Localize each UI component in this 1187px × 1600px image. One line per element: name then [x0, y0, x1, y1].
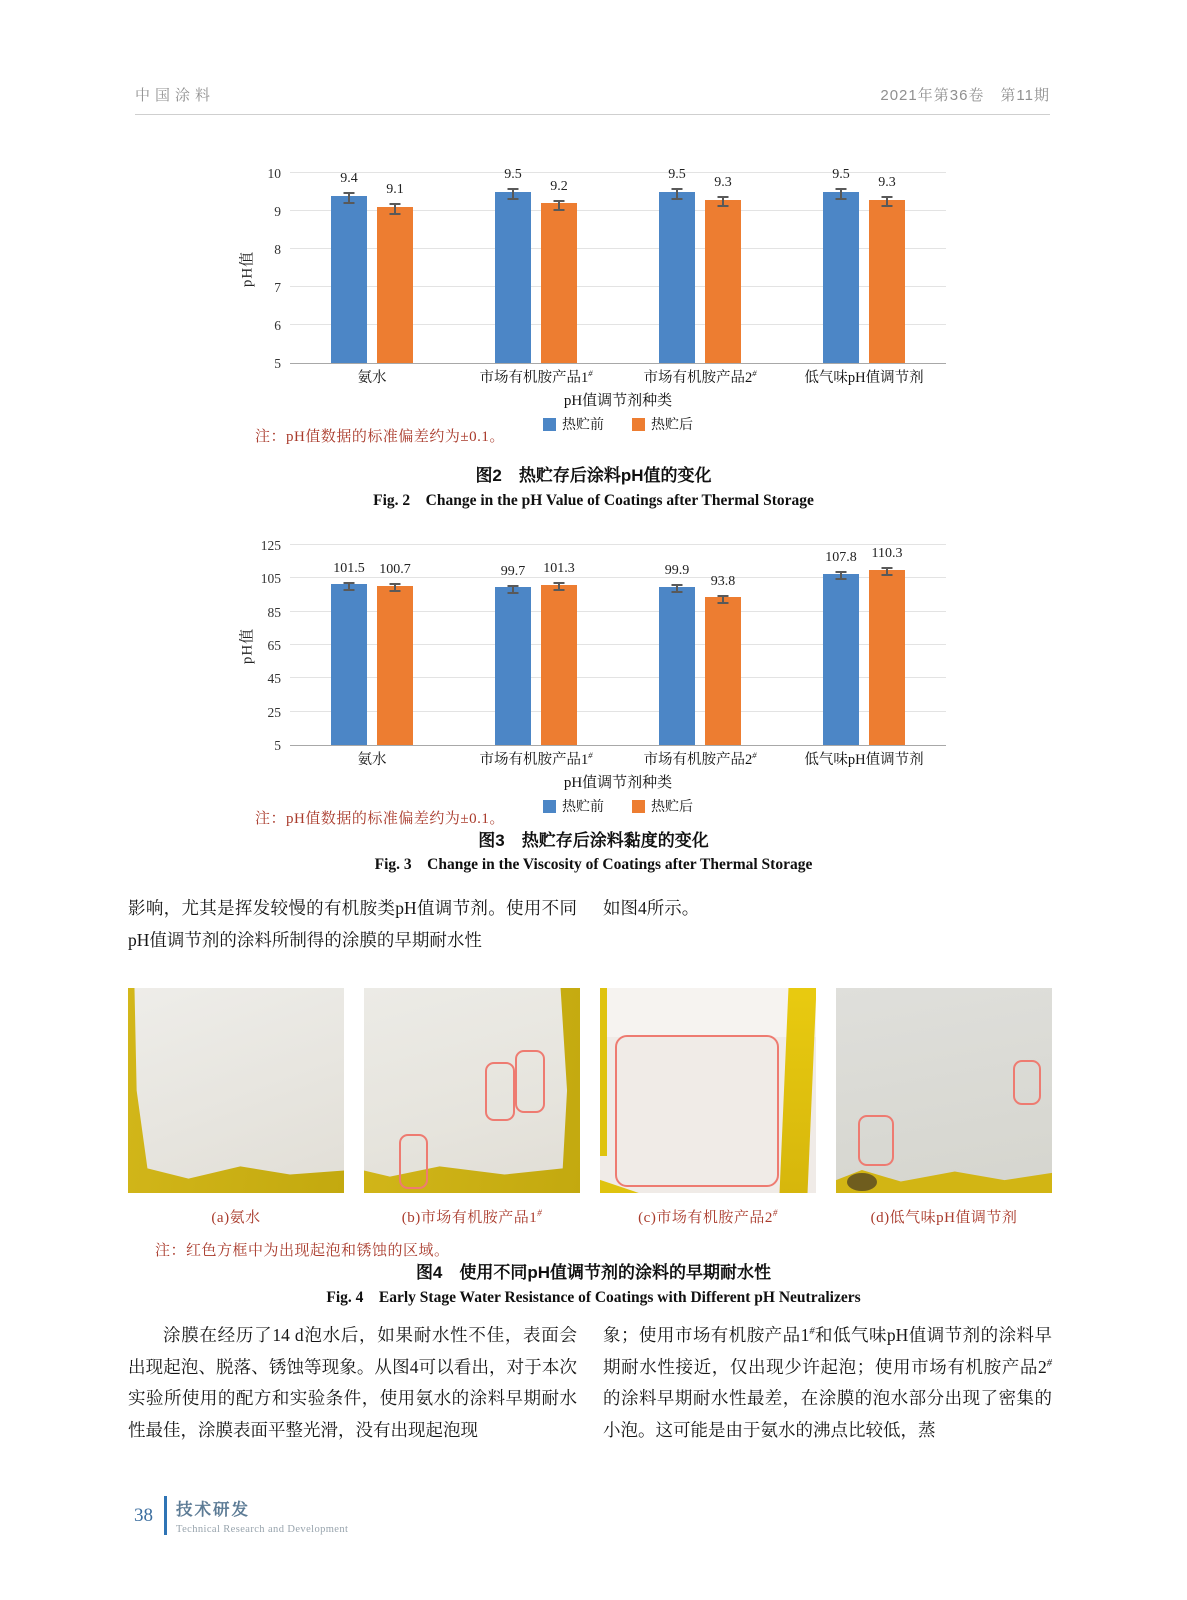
bar	[705, 573, 741, 745]
x-tick-label: 氨水	[357, 751, 387, 768]
photo-d-label: (d)低气味pH值调节剂	[870, 1210, 1018, 1226]
bar-value-label: 93.8	[710, 573, 736, 589]
panel-photo-amine1	[364, 988, 580, 1193]
bar-value-label: 9.5	[504, 167, 522, 183]
bar-group	[290, 171, 454, 363]
paragraph-right: 如图4所示。	[603, 898, 700, 918]
chart-axes-row	[239, 163, 946, 371]
x-tick-label: 低气味pH值调节剂	[804, 751, 924, 768]
legend-swatch	[543, 418, 556, 431]
bar-value-label: 100.7	[379, 562, 411, 577]
chart-axes-row	[239, 535, 946, 753]
y-tick-label: 85	[267, 604, 281, 620]
bar-value-label: 99.7	[500, 563, 526, 579]
bar-groups	[290, 545, 946, 745]
y-axis	[239, 166, 290, 371]
section-title-en: Technical Research and Development	[176, 1524, 349, 1535]
error-bar	[554, 582, 565, 591]
bar-group	[782, 167, 946, 363]
legend-label: 热贮前	[562, 800, 604, 815]
stain-blotch	[847, 1173, 877, 1191]
page-number: 38	[134, 1504, 153, 1526]
y-tick-label: 65	[267, 638, 281, 653]
bar-value-label: 9.1	[386, 182, 404, 198]
bar-value-label: 9.4	[340, 171, 358, 187]
figure4-photo-c-wrap	[600, 988, 816, 1227]
bar-group	[618, 563, 782, 745]
defect-box	[515, 1050, 545, 1113]
bar	[541, 178, 577, 363]
figure3-caption-en: Fig. 3 Change in the Viscosity of Coatings after Thermal Storage	[374, 856, 813, 873]
bar-group	[290, 560, 454, 745]
section-title-zh: 技术研发	[176, 1501, 250, 1519]
page-footer	[134, 1496, 348, 1535]
bar	[495, 563, 531, 745]
x-tick-label: 低气味pH值调节剂	[804, 369, 924, 386]
legend-swatch	[543, 800, 556, 813]
error-bar	[882, 196, 893, 208]
legend-note-row	[255, 410, 946, 446]
body-paragraph-row-2	[128, 1320, 1052, 1446]
bar-value-label: 9.5	[832, 167, 850, 183]
legend-item	[632, 796, 693, 816]
error-bar	[836, 571, 847, 580]
figure2-caption-en: Fig. 2 Change in the pH Value of Coatings after Thermal Storage	[373, 492, 814, 509]
x-tick-labels	[290, 364, 946, 388]
tape-left	[600, 988, 607, 1156]
bar	[705, 174, 741, 363]
x-tick-label: 市场有机胺产品2#	[643, 749, 757, 768]
photo-c-label: (c)市场有机胺产品2#	[638, 1208, 778, 1226]
bar-value-label: 9.3	[714, 174, 732, 190]
figure4-caption-zh: 图4 使用不同pH值调节剂的涂料的早期耐水性	[415, 1263, 772, 1282]
y-tick-label: 25	[267, 704, 281, 720]
page-header	[135, 84, 1050, 115]
bar-group	[618, 167, 782, 363]
chart-note: 注：pH值数据的标准偏差约为±0.1。	[255, 811, 505, 827]
x-tick-label: 氨水	[357, 369, 387, 386]
figure4-caption-en: Fig. 4 Early Stage Water Resistance of Coatings with Different pH Neutralizers	[326, 1289, 861, 1306]
defect-box	[485, 1062, 515, 1121]
bar	[823, 167, 859, 363]
x-tick-label: 市场有机胺产品1#	[479, 749, 593, 768]
bar	[869, 174, 905, 363]
footer-section	[176, 1496, 348, 1535]
error-bar	[344, 192, 355, 204]
figure4-photo-b-wrap	[364, 988, 580, 1227]
y-tick-label: 7	[274, 280, 281, 295]
y-axis-title: pH值	[239, 250, 256, 287]
journal-name: 中国涂料	[135, 87, 216, 104]
coating-panel	[364, 988, 580, 1193]
bar-groups	[290, 167, 946, 363]
bar-value-label: 9.2	[550, 178, 568, 194]
paragraph-left: 影响，尤其是挥发较慢的有机胺类pH值调节剂。使用不同pH值调节剂的涂料所制得的涂膜的早期耐水性	[128, 898, 577, 950]
bar-value-label: 101.5	[333, 560, 365, 576]
error-bar	[508, 585, 519, 594]
figure2-chart	[239, 163, 946, 446]
y-tick-label: 105	[260, 571, 281, 587]
bar	[495, 167, 531, 363]
error-bar	[508, 188, 519, 200]
bar	[659, 563, 695, 745]
y-tick-label: 10	[267, 166, 281, 181]
legend-item	[543, 796, 604, 816]
paragraph-right: 象；使用市场有机胺产品1#和低气味pH值调节剂的涂料早期耐水性接近，仅出现少许起泡；使用市场有机胺产品2#的涂料早期耐水性最差，在涂膜的泡水部分出现了密集的小泡。这可能是由于氨水的沸点比较低，蒸	[603, 1325, 1052, 1440]
figure4-note: 注：红色方框中为出现起泡和锈蚀的区域。	[155, 1243, 450, 1259]
body-paragraph-row-1	[128, 893, 1052, 956]
figure4-photo-d-wrap	[836, 988, 1052, 1227]
coating-panel	[128, 988, 344, 1193]
bar-value-label: 99.9	[664, 563, 690, 579]
bar-value-label: 9.5	[668, 167, 686, 183]
error-bar	[344, 582, 355, 591]
bar-value-label: 110.3	[871, 546, 903, 561]
x-axis-title: pH值调节剂种类	[563, 392, 673, 409]
plot-area	[290, 167, 946, 364]
defect-box	[615, 1035, 779, 1187]
legend-item	[543, 414, 604, 434]
x-tick-label: 市场有机胺产品1#	[479, 367, 593, 386]
error-bar	[836, 188, 847, 200]
y-tick-label: 125	[260, 538, 281, 553]
x-axis-title: pH值调节剂种类	[563, 774, 673, 791]
bar	[659, 167, 695, 363]
panel-photo-low-odor	[836, 988, 1052, 1193]
defect-box	[399, 1134, 429, 1189]
error-bar	[882, 567, 893, 576]
issue-info: 2021年第36卷 第11期	[880, 87, 1050, 104]
plot-area	[290, 545, 946, 746]
legend-label: 热贮后	[651, 418, 693, 433]
bar-value-label: 107.8	[825, 550, 857, 566]
y-tick-label: 45	[267, 671, 281, 687]
error-bar	[390, 203, 401, 215]
bar-group	[454, 561, 618, 746]
photo-b-label: (b)市场有机胺产品1#	[401, 1208, 543, 1226]
y-tick-label: 5	[274, 356, 281, 371]
panel-photo-amine2	[600, 988, 816, 1193]
bar-group	[782, 546, 946, 746]
bar-value-label: 9.3	[878, 174, 896, 190]
bar	[823, 550, 859, 745]
figure4-photo-row	[128, 988, 1052, 1227]
footer-divider	[164, 1496, 167, 1535]
bar	[377, 562, 413, 746]
legend-swatch	[632, 418, 645, 431]
bar	[377, 182, 413, 363]
y-tick-label: 6	[274, 318, 281, 333]
error-bar	[554, 200, 565, 212]
figure3-chart	[239, 535, 946, 828]
error-bar	[672, 188, 683, 200]
panel-highlight	[600, 988, 816, 1037]
y-axis-title: pH值	[239, 627, 256, 664]
bar-group	[454, 167, 618, 363]
figure2-caption-zh: 图2 热贮存后涂料pH值的变化	[475, 466, 712, 485]
photo-a-label: (a)氨水	[211, 1210, 261, 1226]
figure3-caption-zh: 图3 热贮存后涂料黏度的变化	[478, 831, 709, 850]
defect-box	[858, 1115, 894, 1166]
legend-label: 热贮后	[651, 800, 693, 815]
bar	[869, 546, 905, 746]
error-bar	[390, 583, 401, 592]
error-bar	[718, 595, 729, 604]
bar	[541, 561, 577, 746]
figure4-photo-a-wrap	[128, 988, 344, 1227]
legend-swatch	[632, 800, 645, 813]
legend-note-row	[255, 792, 946, 828]
panel-photo-ammonia	[128, 988, 344, 1193]
error-bar	[718, 196, 729, 208]
x-tick-label: 市场有机胺产品2#	[643, 367, 757, 386]
bar-value-label: 101.3	[543, 561, 575, 576]
y-tick-label: 9	[274, 204, 281, 219]
error-bar	[672, 584, 683, 593]
x-tick-labels	[290, 746, 946, 770]
paragraph-left: 涂膜在经历了14 d泡水后，如果耐水性不佳，表面会出现起泡、脱落、锈蚀等现象。从图4可以看出，对于本次实验所使用的配方和实验条件，使用氨水的涂料早期耐水性最佳，涂膜表面平整光滑，没有出现起泡现	[128, 1325, 577, 1440]
y-tick-label: 8	[274, 242, 281, 257]
legend-item	[632, 414, 693, 434]
bar	[331, 560, 367, 745]
defect-box	[1013, 1060, 1041, 1105]
legend-label: 热贮前	[562, 418, 604, 433]
y-axis	[239, 538, 290, 753]
bar	[331, 171, 367, 363]
y-tick-label: 5	[274, 738, 281, 753]
chart-note: 注：pH值数据的标准偏差约为±0.1。	[255, 429, 505, 445]
